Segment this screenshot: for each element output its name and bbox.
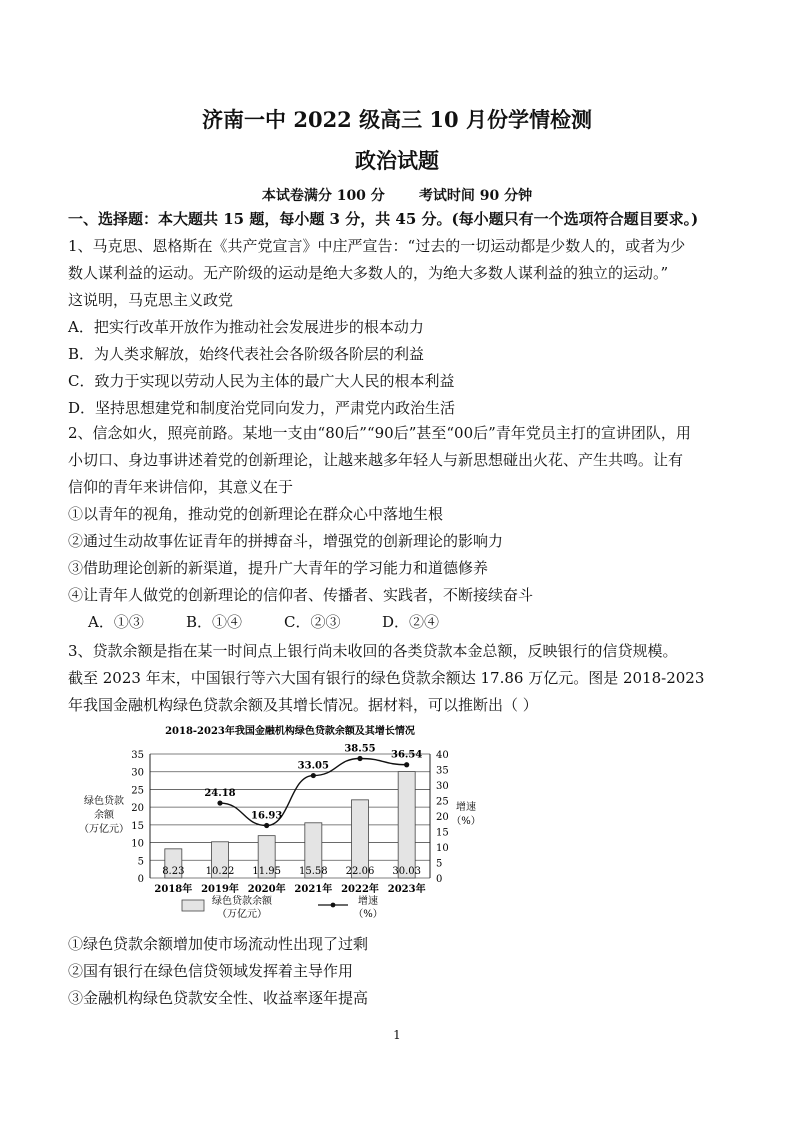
q2-statement: ①以青年的视角，推动党的创新理论在群众心中落地生根 <box>68 505 444 523</box>
left-tick-label: 35 <box>131 750 144 761</box>
q3-statement: ②国有银行在绿色信贷领域发挥着主导作用 <box>68 962 354 980</box>
exam-info <box>0 185 794 205</box>
right-tick-label: 10 <box>436 843 449 854</box>
growth-value-label: 36.54 <box>391 749 423 761</box>
left-tick-label: 0 <box>137 874 144 885</box>
right-tick-label: 20 <box>436 812 449 823</box>
bar-value-label: 30.03 <box>392 866 421 877</box>
right-tick-label: 35 <box>436 765 449 777</box>
q1-option-b: B．为人类求解放，始终代表社会各阶级各阶层的利益 <box>68 345 425 363</box>
q2-options <box>88 611 480 632</box>
bar-value-label: 22.06 <box>345 866 375 877</box>
left-tick-label: 5 <box>137 856 144 868</box>
left-axis-label: 绿色贷款 <box>84 796 124 807</box>
q2-stem-line: 小切口、身边事讲述着党的创新理论，让越来越多年轻人与新思想碰出火花、产生共鸣。让有 <box>68 451 684 469</box>
growth-point <box>217 800 222 805</box>
growth-point <box>357 756 362 761</box>
q2-statement: ③借助理论创新的新渠道，提升广大青年的学习能力和道德修养 <box>68 559 489 577</box>
time-info: 考试时间 90 分钟 <box>418 188 533 204</box>
right-tick-label: 30 <box>436 781 449 792</box>
growth-value-label: 24.18 <box>204 788 236 800</box>
q1-stem-line: 1、马克思、恩格斯在《共产党宣言》中庄严宣告：“过去的一切运动都是少数人的，或者为少 <box>68 237 686 255</box>
growth-value-label: 33.05 <box>297 760 329 772</box>
growth-point <box>404 762 409 767</box>
green-loan-chart <box>70 718 490 928</box>
legend-bar-label: （万亿元） <box>217 909 267 920</box>
q1-stem-line: 这说明，马克思主义政党 <box>68 291 234 309</box>
q2-option-d: D．②④ <box>382 613 440 631</box>
left-tick-label: 25 <box>131 785 144 797</box>
category-label: 2021年 <box>294 884 333 895</box>
growth-point <box>311 773 316 778</box>
right-axis-label: 增速 <box>456 802 476 813</box>
bar-value-label: 10.22 <box>205 866 235 877</box>
category-label: 2018年 <box>154 884 193 895</box>
q2-stem-line: 信仰的青年来讲信仰，其意义在于 <box>68 478 294 496</box>
category-label: 2020年 <box>247 884 286 895</box>
q3-stem-line: 年我国金融机构绿色贷款余额及其增长情况。据材料，可以推断出（ ） <box>68 696 538 714</box>
score-info: 本试卷满分 100 分 <box>261 188 385 204</box>
left-tick-label: 20 <box>131 803 144 815</box>
right-axis-label: （%） <box>451 816 481 827</box>
left-tick-label: 10 <box>131 838 144 850</box>
q1-option-d: D．坚持思想建党和制度治党同向发力，严肃党内政治生活 <box>68 399 456 417</box>
left-axis-label: （万亿元） <box>79 824 129 835</box>
growth-value-label: 16.93 <box>251 810 283 822</box>
q2-option-a: A．①③ <box>88 613 144 631</box>
right-tick-label: 40 <box>436 750 449 761</box>
subject-title: 政治试题 <box>355 148 439 173</box>
bar-value-label: 11.95 <box>252 866 281 877</box>
q2-statement: ②通过生动故事佐证青年的拼搏奋斗，增强党的创新理论的影响力 <box>68 532 504 550</box>
legend-bar-swatch <box>182 900 204 911</box>
q1-option-c: C．致力于实现以劳动人民为主体的最广大人民的根本利益 <box>68 372 455 390</box>
bar-value-label: 8.23 <box>162 866 185 877</box>
q2-stem-line: 2、信念如火，照亮前路。某地一支由“80后”“90后”甚至“00后”青年党员主打的宣讲团队，用 <box>68 424 691 442</box>
legend-line-marker <box>331 903 336 908</box>
page-number: 1 <box>393 1028 401 1042</box>
growth-value-label: 38.55 <box>344 743 376 755</box>
left-tick-label: 30 <box>131 767 144 779</box>
left-axis-label: 余额 <box>94 810 114 821</box>
chart-title: 2018-2023年我国金融机构绿色贷款余额及其增长情况 <box>165 726 415 737</box>
q3-statement: ③金融机构绿色贷款安全性、收益率逐年提高 <box>68 989 369 1007</box>
legend-bar-label: 绿色贷款余额 <box>212 896 272 907</box>
legend-line-label: 增速 <box>358 896 378 907</box>
left-tick-label: 15 <box>131 820 144 832</box>
q3-stem-line: 截至 2023 年末，中国银行等六大国有银行的绿色贷款余额达 17.86 万亿元。图是 2018-2023 <box>68 669 705 687</box>
category-label: 2022年 <box>341 884 379 895</box>
category-label: 2023年 <box>387 884 426 895</box>
bar <box>398 772 415 878</box>
q1-option-a: A．把实行改革开放作为推动社会发展进步的根本动力 <box>68 318 424 336</box>
q1-stem-line: 数人谋利益的运动。无产阶级的运动是绝大多数人的，为绝大多数人谋利益的独立的运动。” <box>68 264 669 282</box>
q3-statement: ①绿色贷款余额增加使市场流动性出现了过剩 <box>68 935 369 953</box>
q2-statement: ④让青年人做党的创新理论的信仰者、传播者、实践者，不断接续奋斗 <box>68 586 534 604</box>
category-label: 2019年 <box>201 884 239 895</box>
bar-value-label: 15.58 <box>299 866 328 877</box>
q2-option-c: C．②③ <box>284 613 341 631</box>
right-tick-label: 5 <box>436 858 443 870</box>
right-tick-label: 15 <box>436 827 449 839</box>
exam-title: 济南一中 2022 级高三 10 月份学情检测 <box>202 107 592 132</box>
section-heading: 一、选择题：本大题共 15 题，每小题 3 分，共 45 分。(每小题只有一个选项符合题目要求。) <box>68 210 699 228</box>
right-tick-label: 25 <box>436 796 449 808</box>
q2-option-b: B．①④ <box>186 613 243 631</box>
growth-point <box>264 823 269 828</box>
right-tick-label: 0 <box>436 874 443 885</box>
legend-line-label: （%） <box>353 909 383 920</box>
q3-stem-line: 3、贷款余额是指在某一时间点上银行尚未收回的各类贷款本金总额，反映银行的信贷规模。 <box>68 642 678 660</box>
